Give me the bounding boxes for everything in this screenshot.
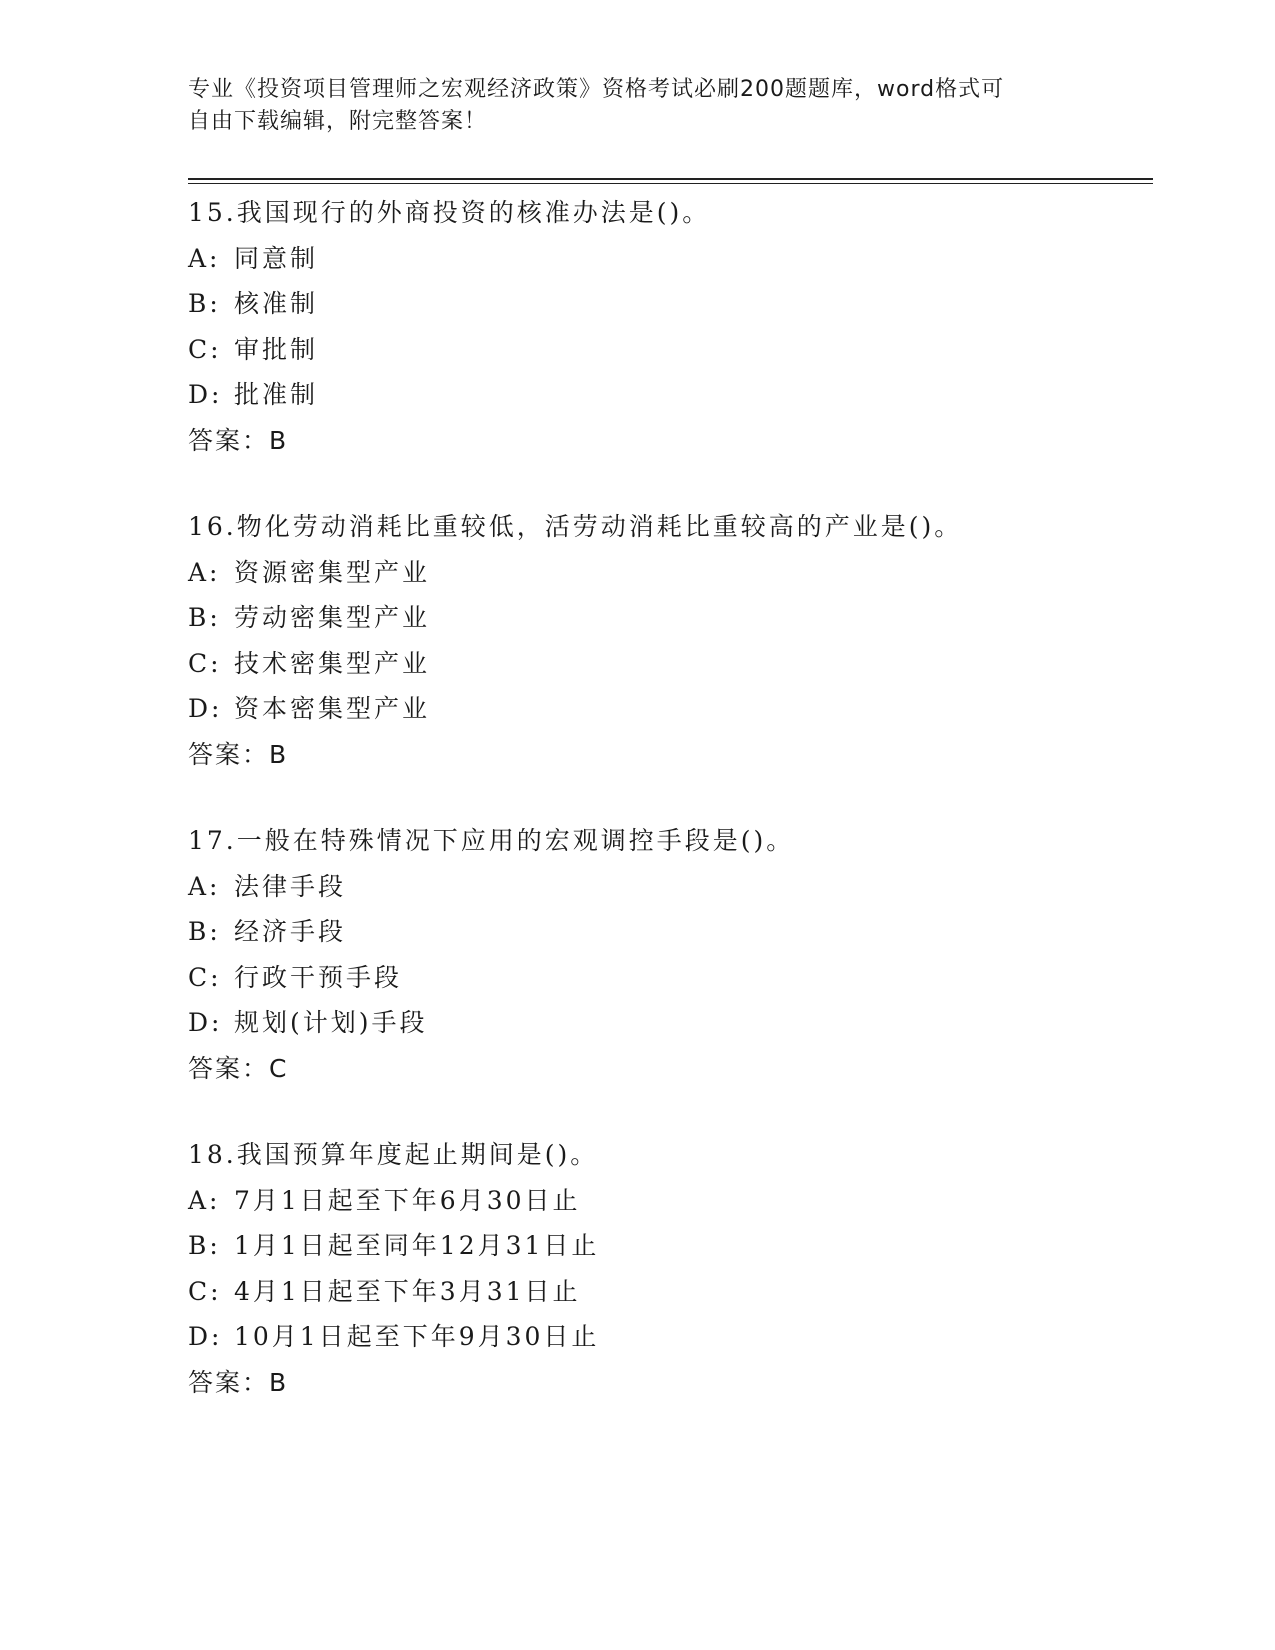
question-stem: 16.物化劳动消耗比重较低，活劳动消耗比重较高的产业是()。 — [188, 512, 963, 541]
option-b — [188, 595, 1148, 641]
option-b — [188, 1223, 1148, 1269]
option-text: 7月1日起至下年6月30日止 — [234, 1185, 581, 1215]
option-letter: D: — [188, 694, 223, 723]
option-text: 审批制 — [234, 334, 319, 364]
question-stem: 15.我国现行的外商投资的核准办法是()。 — [188, 198, 711, 227]
question-list — [188, 190, 1148, 1446]
option-c — [188, 1269, 1148, 1315]
option-letter: C: — [188, 962, 222, 992]
question-15 — [188, 190, 1148, 463]
answer-line: 答案：C — [188, 1053, 289, 1083]
option-letter: B: — [188, 917, 221, 946]
question-17 — [188, 818, 1148, 1091]
option-text: 10月1日起至下年9月30日止 — [234, 1322, 600, 1351]
option-letter: D: — [188, 1008, 223, 1037]
option-text: 核准制 — [234, 289, 319, 318]
option-text: 法律手段 — [234, 871, 347, 901]
header-divider-thin — [188, 183, 1153, 184]
option-d — [188, 686, 1148, 732]
question-18 — [188, 1132, 1148, 1405]
option-a — [188, 1178, 1148, 1224]
question-16 — [188, 504, 1148, 777]
option-text: 规划(计划)手段 — [234, 1008, 428, 1037]
document-header — [188, 74, 1088, 138]
option-text: 劳动密集型产业 — [234, 603, 431, 632]
question-stem: 18.我国预算年度起止期间是()。 — [188, 1140, 599, 1169]
option-letter: B: — [188, 603, 221, 632]
option-d — [188, 1314, 1148, 1360]
option-text: 4月1日起至下年3月31日止 — [234, 1276, 581, 1306]
question-stem: 17.一般在特殊情况下应用的宏观调控手段是()。 — [188, 826, 795, 855]
option-b — [188, 281, 1148, 327]
option-c — [188, 327, 1148, 373]
option-letter: A: — [188, 243, 221, 273]
option-d — [188, 1000, 1148, 1046]
option-a — [188, 550, 1148, 596]
option-text: 资本密集型产业 — [234, 694, 431, 723]
header-divider-thick — [188, 178, 1153, 180]
option-letter: A: — [188, 1185, 221, 1215]
option-a — [188, 864, 1148, 910]
option-text: 经济手段 — [234, 917, 347, 946]
option-c — [188, 955, 1148, 1001]
option-c — [188, 641, 1148, 687]
header-line-1: 专业《投资项目管理师之宏观经济政策》资格考试必刷200题题库，word格式可 — [188, 77, 1005, 102]
option-text: 行政干预手段 — [234, 962, 403, 992]
answer-line: 答案：B — [188, 425, 289, 455]
option-text: 1月1日起至同年12月31日止 — [234, 1231, 600, 1260]
option-text: 技术密集型产业 — [234, 648, 431, 678]
answer-line: 答案：B — [188, 1367, 289, 1397]
option-text: 批准制 — [234, 380, 319, 409]
answer-line: 答案：B — [188, 739, 289, 769]
option-letter: B: — [188, 1231, 221, 1260]
option-b — [188, 909, 1148, 955]
option-letter: C: — [188, 648, 222, 678]
option-letter: D: — [188, 1322, 223, 1351]
option-d — [188, 372, 1148, 418]
header-line-2: 自由下载编辑，附完整答案！ — [188, 109, 488, 134]
option-letter: B: — [188, 289, 221, 318]
option-letter: C: — [188, 334, 222, 364]
option-letter: A: — [188, 871, 221, 901]
option-letter: A: — [188, 557, 221, 587]
option-letter: D: — [188, 380, 223, 409]
option-letter: C: — [188, 1276, 222, 1306]
option-text: 资源密集型产业 — [234, 557, 431, 587]
option-text: 同意制 — [234, 243, 319, 273]
option-a — [188, 236, 1148, 282]
